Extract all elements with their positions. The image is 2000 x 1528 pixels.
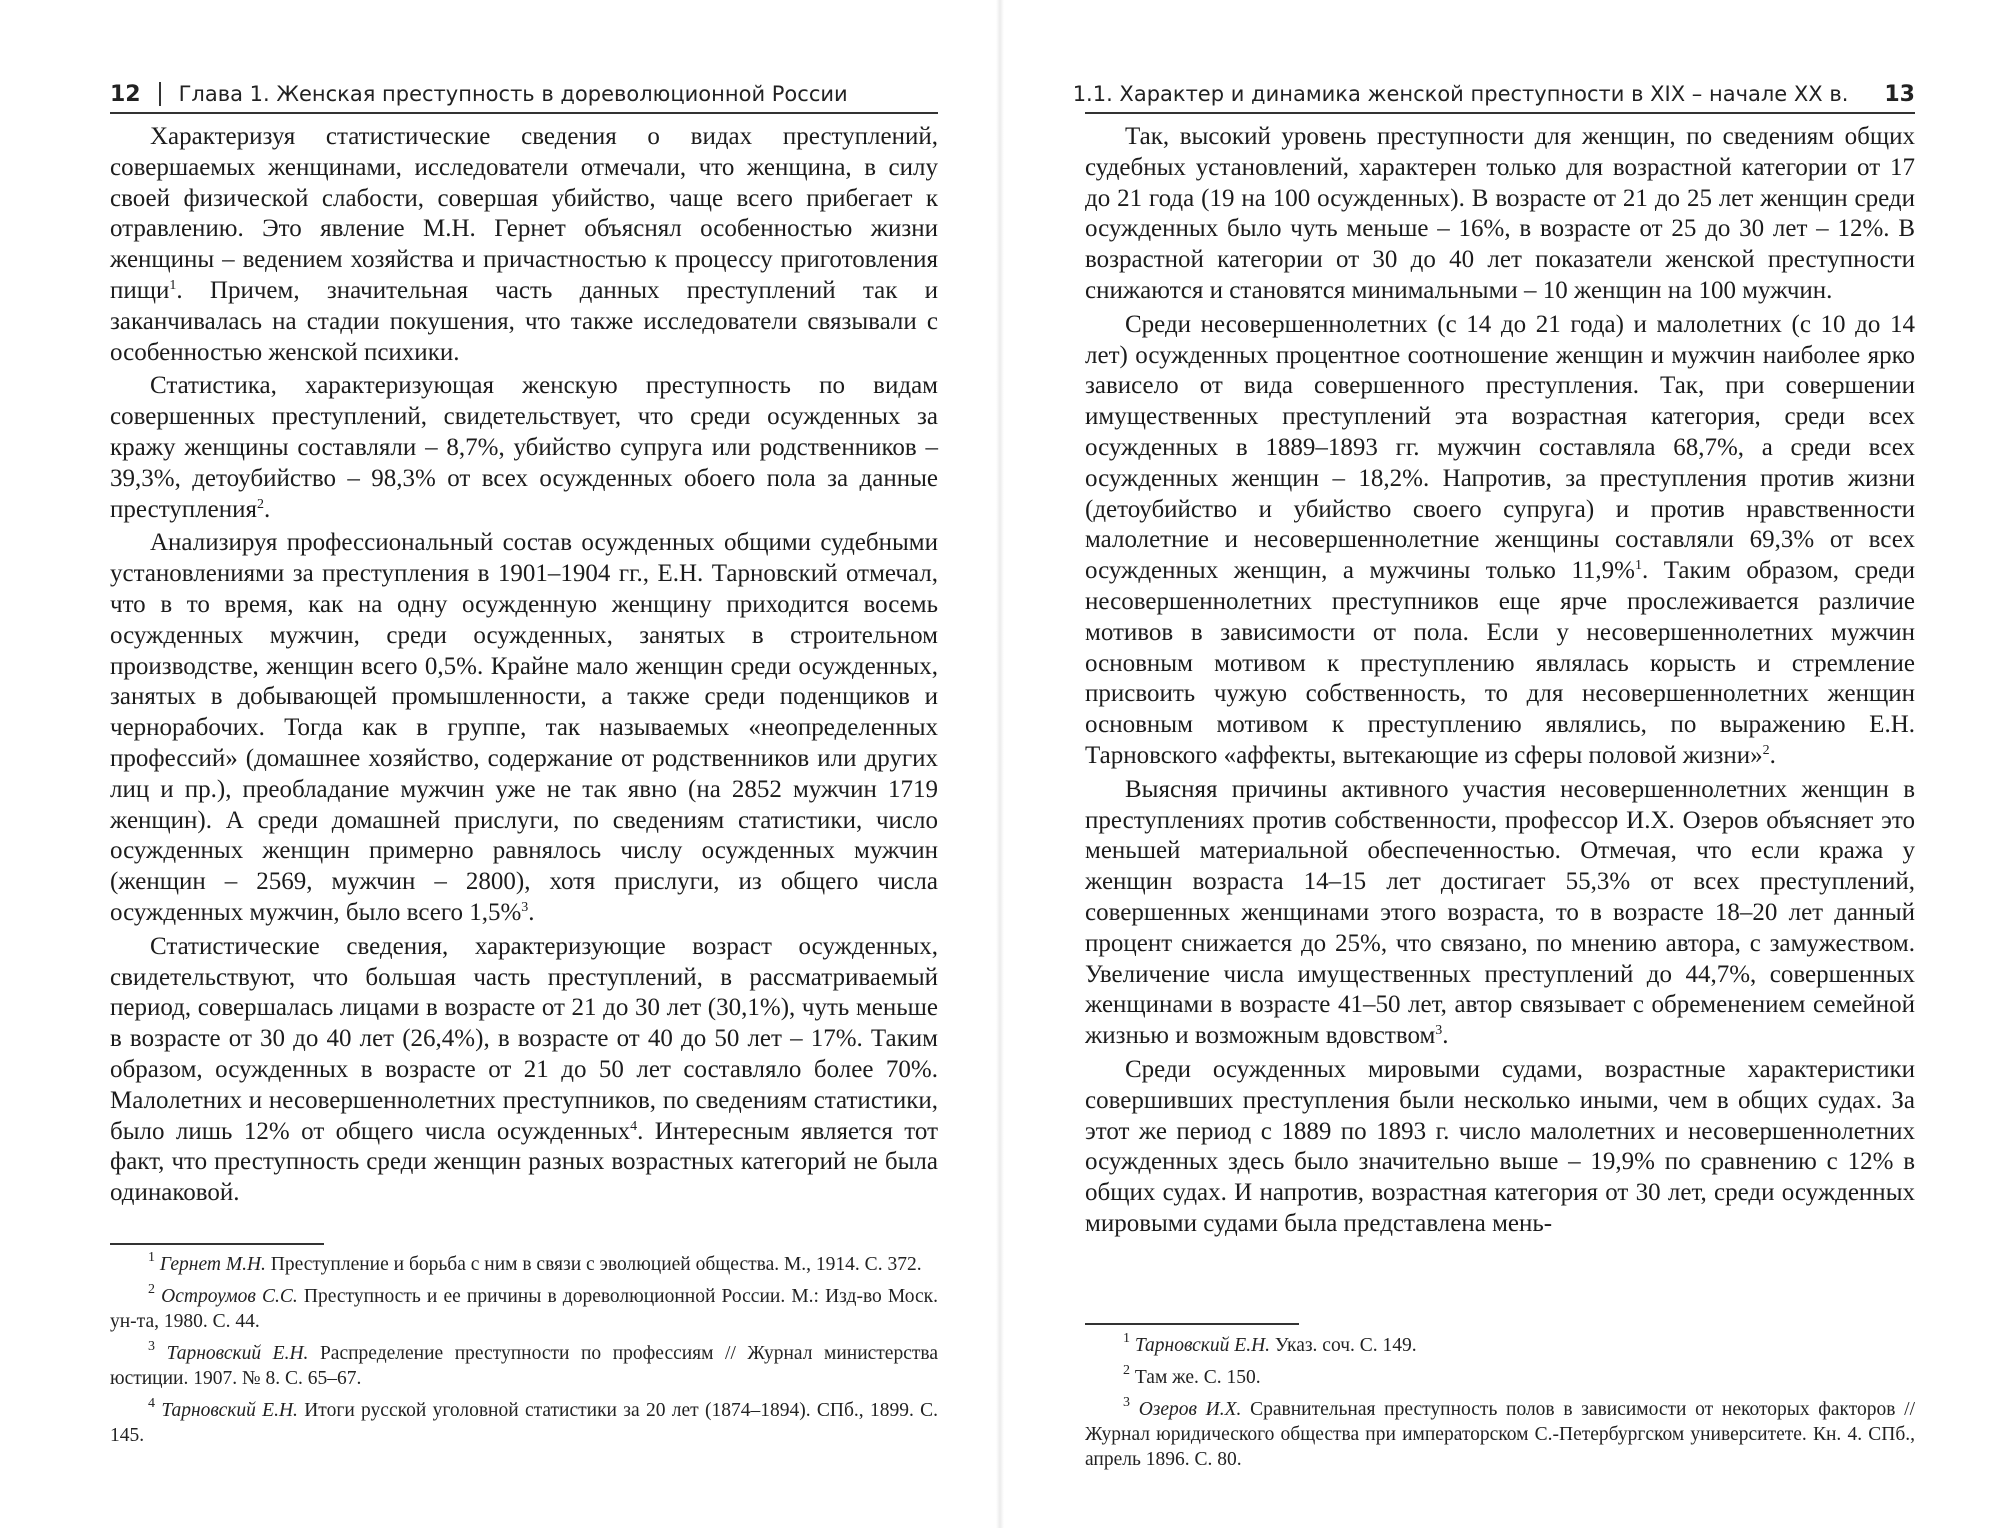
- footnote: [110, 1252, 938, 1277]
- footnote-author: Тарновский Е.Н.: [1134, 1335, 1271, 1356]
- paragraph-text: .: [1769, 741, 1776, 769]
- footnote-text: Сравнительная преступность полов в зависимости от некоторых факторов // Журнал юридического общества при императорском С.-Петербургском университете. Кн. 4. СПб., апрель 1896. С. 80.: [1085, 1399, 1916, 1470]
- footnote-mark: 1: [1123, 1331, 1130, 1346]
- footnote-reference[interactable]: 1: [1635, 558, 1642, 574]
- paragraph: [1085, 1055, 1915, 1240]
- paragraph-text: . Таким образом, среди несовершеннолетних преступников еще ярче прослеживается различие мотивов в зависимости от пола. Если у несовершеннолетних мужчин основным мотивом к преступлению являлась корысть и стремление присвоить чужую собственность, то для несовершеннолетних женщин основным мотивом к преступлению являлись, по выражению Е.Н. Тарновского «аффекты, вытекающие из сферы половой жизни»: [1085, 557, 1915, 769]
- header-rule: [1085, 112, 1915, 114]
- footnote-text: Распределение преступности по профессиям // Журнал министерства юстиции. 1907. № 8. С. 65–67.: [110, 1343, 938, 1389]
- paragraph: [1085, 775, 1915, 1052]
- paragraph-text: Среди несовершеннолетних (с 14 до 21 года) и малолетних (с 10 до 14 лет) осужденных процентное соотношение женщин и мужчин наиболее ярко зависело от вида совершенного преступления. Так, при совершении имущественных преступлений эта возрастная категория, среди всех осужденных в 1889–1893 гг. мужчин составляла 68,7%, а среди всех осужденных женщин – 18,2%. Напротив, за преступления против жизни (детоубийство и убийство своего супруга) и против нравственности малолетние и несовершеннолетние женщины составляли 69,3% от всех осужденных женщин, а мужчины только 11,9%: [1085, 310, 1915, 585]
- paragraph-text: . Причем, значительная часть данных преступлений так и заканчивалась на стадии покушения, что также исследователи связывали с особенностью женской психики.: [110, 276, 938, 366]
- header-separator: [159, 82, 161, 106]
- paragraph-text: .: [264, 495, 271, 523]
- footnote-reference[interactable]: 3: [1435, 1023, 1443, 1039]
- footnote-mark: 4: [148, 1396, 155, 1411]
- footnote-reference[interactable]: 2: [1762, 742, 1770, 758]
- paragraph-text: .: [1442, 1022, 1449, 1050]
- page-number: 12: [110, 81, 141, 107]
- header-title: Глава 1. Женская преступность в дореволюционной России: [178, 82, 848, 106]
- right-page: [1000, 0, 2000, 1528]
- body-text: [1085, 122, 1915, 1243]
- page-number: 13: [1884, 81, 1915, 107]
- footnote-text: Указ. соч. С. 149.: [1270, 1335, 1417, 1356]
- footnote: [110, 1284, 938, 1334]
- footnote-reference[interactable]: 2: [257, 496, 264, 512]
- footnote-author: Остроумов С.С.: [161, 1286, 298, 1307]
- footnote: [110, 1398, 938, 1448]
- footnote-mark: 3: [1123, 1395, 1130, 1410]
- footnote-reference[interactable]: 1: [169, 277, 177, 293]
- footnote: [1085, 1333, 1915, 1358]
- footnote-text: Преступление и борьба с ним в связи с эволюцией общества. М., 1914. С. 372.: [265, 1254, 922, 1275]
- paragraph: [110, 122, 938, 368]
- footnote-text: Преступность и ее причины в дореволюционной России. М.: Изд-во Моск. ун-та, 1980. С. 44.: [110, 1286, 938, 1332]
- footnotes: [110, 1252, 938, 1455]
- footnote-mark: 2: [148, 1282, 155, 1297]
- footnote-text: Там же. С. 150.: [1134, 1367, 1261, 1388]
- footnote-author: Озеров И.Х.: [1138, 1399, 1242, 1420]
- paragraph-text: Выясняя причины активного участия несовершеннолетних женщин в преступлениях против собственности, профессор И.Х. Озеров объясняет это меньшей материальной обеспеченностью. Отмечая, что если кража у женщин возраста 14–15 лет достигает 55,3% от всех преступлений, совершенных женщинами этого возраста, то в возрасте 18–20 лет данный процент снижается до 25%, что связано, по мнению автора, с замужеством. Увеличение числа имущественных преступлений до 44,7%, совершенных женщинами в возрасте 41–50 лет, автор связывает с обременением семейной жизнью и возможным вдовством: [1085, 775, 1915, 1050]
- footnote-author: Тарновский Е.Н.: [161, 1400, 298, 1421]
- header-title: 1.1. Характер и динамика женской преступности в XIX – начале XX в.: [1072, 82, 1849, 106]
- footnote-mark: 1: [148, 1250, 155, 1265]
- paragraph: [110, 371, 938, 525]
- footnote-author: Тарновский Е.Н.: [166, 1343, 309, 1364]
- paragraph-text: Статистические сведения, характеризующие возраст осужденных, свидетельствуют, что большая часть преступлений, в рассматриваемый период, совершалась лицами в возрасте от 21 до 30 лет (30,1%), чуть меньше в возрасте от 30 до 40 лет (26,4%), в возрасте от 40 до 50 лет – 17%. Таким образом, осужденных в возрасте от 21 до 50 лет составляло более 70%. Малолетних и несовершеннолетних преступников, по сведениям статистики, было лишь 12% от общего числа осужденных: [110, 932, 938, 1145]
- footnote: [1085, 1397, 1915, 1472]
- paragraph: [1085, 310, 1915, 772]
- paragraph: [110, 528, 938, 928]
- footnote: [1085, 1365, 1915, 1390]
- body-text: [110, 122, 938, 1212]
- footnote-separator: [1085, 1323, 1299, 1325]
- paragraph-text: Так, высокий уровень преступности для женщин, по сведениям общих судебных установлений, характерен только для возрастной категории от 17 до 21 года (19 на 100 осужденных). В возрасте от 21 до 25 лет женщин среди осужденных было чуть меньше – 16%, в возрасте от 25 до 30 лет – 12%. В возрастной категории от 30 до 40 лет показатели женской преступности снижаются и становятся минимальными – 10 женщин на 100 мужчин.: [1085, 123, 1915, 304]
- footnote-reference[interactable]: 4: [630, 1118, 638, 1134]
- footnotes: [1085, 1333, 1915, 1479]
- paragraph: [110, 932, 938, 1209]
- footnote-mark: 3: [148, 1339, 155, 1354]
- footnote-reference[interactable]: 3: [521, 899, 529, 915]
- footnote-mark: 2: [1123, 1363, 1130, 1378]
- paragraph-text: Анализируя профессиональный состав осужденных общими судебными установлениями за преступления в 1901–1904 гг., Е.Н. Тарновский отмечал, что в то время, как на одну осужденную женщину приходится восемь осужденных мужчин, среди осужденных, занятых в строительном производстве, женщин всего 0,5%. Крайне мало женщин среди осужденных, занятых в добывающей промышленности, а также среди поденщиков и чернорабочих. Тогда как в группе, так называемых «неопределенных профессий» (домашнее хозяйство, содержание от родственников или других лиц и пр.), преобладание мужчин уже не так явно (на 2852 мужчин 1719 женщин). А среди домашней прислуги, по сведениям статистики, число осужденных женщин примерно равнялось числу осужденных мужчин (женщин – 2569, мужчин – 2800), хотя прислуги, из общего числа осужденных мужчин, было всего 1,5%: [110, 529, 938, 926]
- paragraph-text: Среди осужденных мировыми судами, возрастные характеристики совершивших преступления были несколько иными, чем в общих судах. За этот же период с 1889 по 1893 г. число малолетних и несовершеннолетних осужденных здесь было значительно выше – 19,9% по сравнению с 12% в общих судах. И напротив, возрастная категория от 30 лет, среди осужденных мировыми судами была представлена мень-: [1085, 1055, 1915, 1237]
- footnote-separator: [110, 1243, 324, 1245]
- paragraph-text: Статистика, характеризующая женскую преступность по видам совершенных преступлений, свидетельствует, что среди осужденных за кражу женщины составляли – 8,7%, убийство супруга или родственников – 39,3%, детоубийство – 98,3% от всех осужденных обоего пола за данные преступления: [110, 372, 938, 523]
- paragraph: [1085, 122, 1915, 307]
- paragraph-text: . Интересным является тот факт, что преступность среди женщин разных возрастных категорий не была одинаковой.: [110, 1117, 938, 1207]
- paragraph-text: Характеризуя статистические сведения о видах преступлений, совершаемых женщинами, исследователи отмечали, что женщина, в силу своей физической слабости, совершая убийство, чаще всего прибегает к отравлению. Это явление М.Н. Гернет объяснял особенностью жизни женщины – ведением хозяйства и причастностью к процессу приготовления пищи: [110, 123, 938, 304]
- footnote-author: Гернет М.Н.: [159, 1254, 266, 1275]
- running-header: [110, 76, 938, 112]
- footnote: [110, 1341, 938, 1391]
- paragraph-text: .: [528, 898, 535, 926]
- footnote-text: Итоги русской уголовной статистики за 20 лет (1874–1894). СПб., 1899. С. 145.: [110, 1400, 939, 1446]
- header-rule: [110, 112, 938, 114]
- running-header: [1072, 76, 1915, 112]
